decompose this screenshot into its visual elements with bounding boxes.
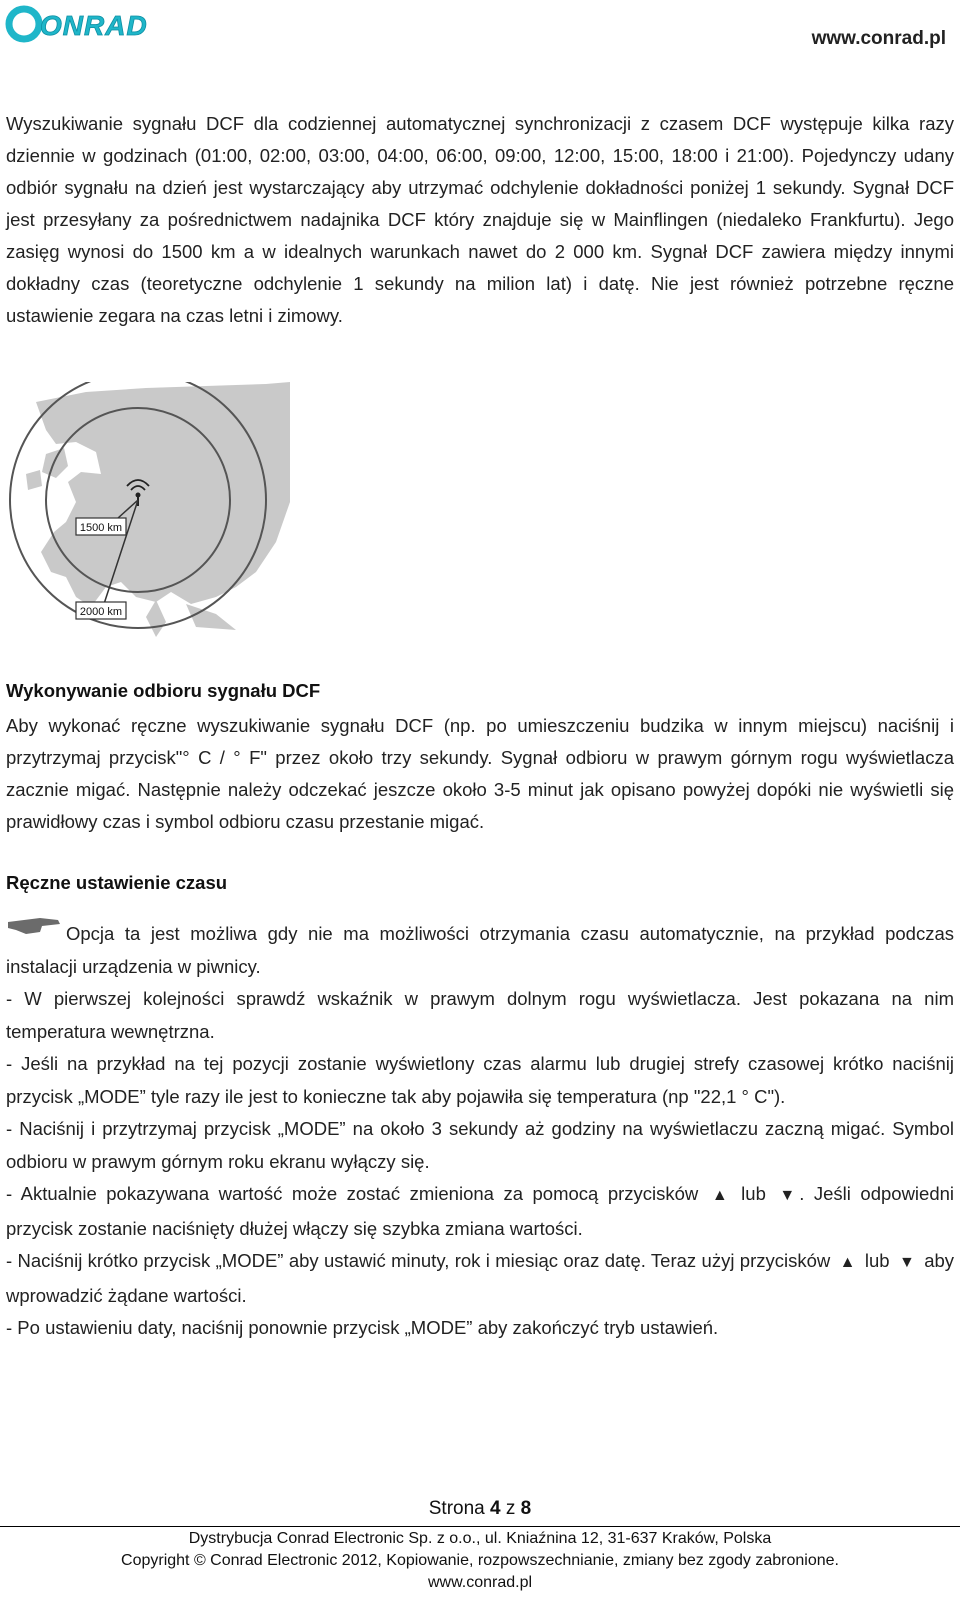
page-total: 8 [520, 1498, 532, 1519]
intro-paragraph: Wyszukiwanie sygnału DCF dla codziennej automatycznej synchronizacji z czasem DCF występuje kilka razy dziennie w godzinach (01:00, 02:00, 03:00, 04:00, 06:00, 09:00, 12:00, 15:00, 18:00 i 21:00). Pojedynczy udany odbiór sygnału na dzień jest wystarczający aby utrzymać odchylenie dokładności poniżej 1 sekundy. Sygnał DCF jest przesyłany za pośrednictwem nadajnika DCF który znajduje się w Mainflingen (niedaleko Frankfurtu). Jego zasięg wynosi do 1500 km a w idealnych warunkach nawet do 2 000 km. Sygnał DCF zawiera między innymi dokładny czas (teoretyczne odchylenie 1 sekundy na milion lat) i datę. Nie jest również potrzebne ręczne ustawienie zegara na czas letni i zimowy. [6, 113, 954, 326]
page-prefix: Strona [428, 1498, 485, 1519]
up-arrow-icon: ▲ [711, 1187, 728, 1204]
up-arrow-icon: ▲ [839, 1254, 856, 1271]
step4-text-a: - Aktualnie pokazywana wartość może zostać zmieniona za pomocą przycisków [6, 1183, 699, 1204]
header-site-url: www.conrad.pl [811, 28, 946, 49]
label-1500-km: 1500 km [79, 522, 123, 534]
down-arrow-icon: ▼ [779, 1187, 796, 1204]
step4-text-b: . Jeśli odpowiedni przycisk zostanie naciśnięty dłużej włączy się szybka zmiana wartości. [6, 1183, 955, 1239]
step5-or: lub [864, 1250, 890, 1271]
manual-step-6: - Po ustawieniu daty, naciśnij ponownie przycisk „MODE” aby zakończyć tryb ustawień. [6, 1317, 719, 1338]
manual-step-1: - W pierwszej kolejności sprawdź wskaźnik w prawym dolnym rogu wyświetlacza. Jest pokazana na nim temperatura wewnętrzna. [6, 988, 954, 1042]
page-number [0, 1498, 960, 1520]
manual-step-5 [6, 1245, 954, 1312]
footer-divider [0, 1526, 960, 1527]
label-2000-km: 2000 km [79, 606, 123, 618]
manual-step-4 [6, 1178, 954, 1245]
down-arrow-icon: ▼ [898, 1254, 915, 1271]
page-current: 4 [490, 1498, 501, 1519]
manual-section [6, 918, 954, 1345]
step5-text-b: aby wprowadzić żądane wartości. [6, 1250, 955, 1306]
manual-step-3: - Naciśnij i przytrzymaj przycisk „MODE” na około 3 sekundy aż godziny na wyświetlaczu zaczną migać. Symbol odbioru w prawym górnym roku ekranu wyłączy się. [6, 1118, 954, 1172]
dcf-range-map [6, 382, 296, 644]
reception-paragraph: Aby wykonać ręczne wyszukiwanie sygnału DCF (np. po umieszczeniu budzika w innym miejscu) naciśnij i przytrzymaj przycisk"° C / ° F" przez około trzy sekundy. Sygnał odbioru w prawym górnym rogu wyświetlacza zacznie migać. Następnie należy odczekać jeszcze około 3-5 minut jak opisano powyżej dopóki nie wyświetli się prawidłowy czas i symbol odbioru czasu przestanie migać. [6, 715, 954, 832]
pointing-hand-icon [6, 912, 62, 938]
manual-note-text: Opcja ta jest możliwa gdy nie ma możliwości otrzymania czasu automatycznie, na przykład podczas instalacji urządzenia w piwnicy. [6, 923, 954, 977]
step4-or: lub [741, 1183, 766, 1204]
step5-text-a: - Naciśnij krótko przycisk „MODE” aby ustawić minuty, rok i miesiąc oraz datę. Teraz użyj przycisków [6, 1250, 831, 1271]
conrad-logo [4, 2, 164, 46]
page-separator: z [505, 1498, 516, 1519]
footer-url: www.conrad.pl [427, 1574, 533, 1591]
svg-text:ONRAD: ONRAD [40, 10, 148, 41]
manual-heading: Ręczne ustawienie czasu [6, 872, 228, 893]
reception-heading: Wykonywanie odbioru sygnału DCF [6, 680, 321, 701]
footer-distribution: Dystrybucja Conrad Electronic Sp. z o.o., ul. Kniaźnina 12, 31-637 Kraków, Polska [188, 1530, 772, 1547]
manual-note [6, 918, 954, 983]
manual-step-2: - Jeśli na przykład na tej pozycji zostanie wyświetlony czas alarmu lub drugiej strefy czasowej krótko naciśnij przycisk „MODE” tyle razy ile jest to konieczne tak aby pojawiła się temperatura (np "22,1 ° C"). [6, 1053, 954, 1107]
footer-copyright: Copyright © Conrad Electronic 2012, Kopiowanie, rozpowszechnianie, zmiany bez zgody zabronione. [121, 1552, 839, 1569]
